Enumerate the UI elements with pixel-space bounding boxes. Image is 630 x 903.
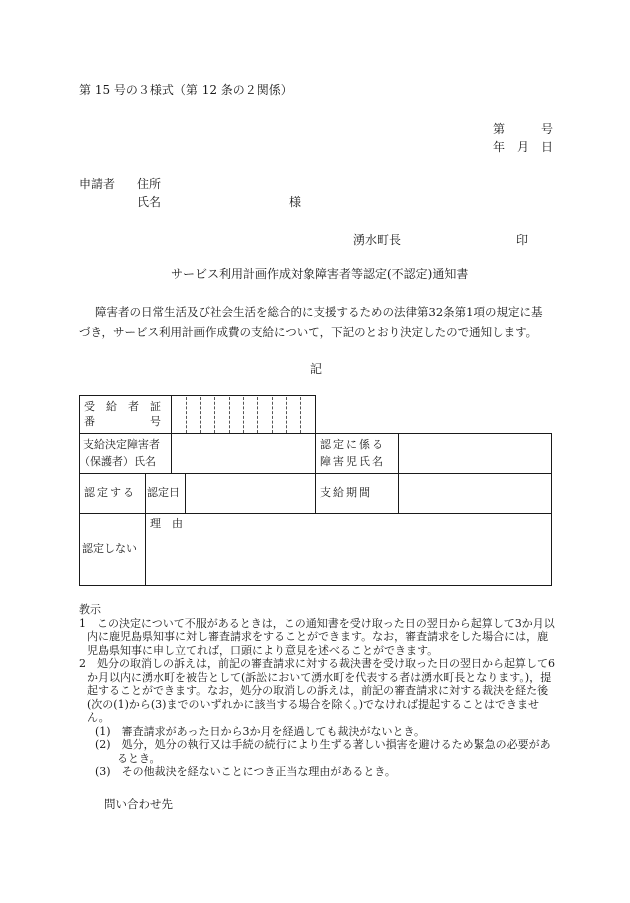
child-name-label-2: 障害児氏名 <box>320 455 385 468</box>
child-name-label-1: 認定に係る <box>320 438 385 451</box>
period-label: 支給期間 <box>320 486 372 499</box>
contact-label: 問い合わせ先 <box>104 797 173 811</box>
seal-mark: 印 <box>516 233 529 247</box>
instruction-item-2: 2 処分の取消しの訴えは，前記の審査請求に対する裁決書を受け取った日の翌日から起算して6か月以内に湧水町を被告として(訴訟において湧水町を代表する者は湧水町長となります。)，提起することができます。なお，処分の取消しの訴えは，前記の審査請求に対する裁決を経た後(次の(1)から(3)までのいずれかに該当する場合を除く。)でなければ提起することはできません。 <box>79 657 555 724</box>
instructions-heading: 教示 <box>79 603 101 616</box>
form-number: 第 15 号の３様式（第 12 条の２関係） <box>79 83 293 97</box>
instruction-sub-2: (2) 処分，処分の執行又は手続の続行により生ずる著しい損害を避けるため緊急の必要があるとき。 <box>95 738 551 765</box>
body-text-line-1: 障害者の日常生活及び社会生活を総合的に支援するための法律第32条第1項の規定に基 <box>95 305 543 319</box>
honorific: 様 <box>289 195 302 209</box>
cert-number-label-1: 受 給 者 証 <box>84 400 161 413</box>
cert-number-label-2: 番 号 <box>84 415 161 428</box>
body-text-line-2: づき，サービス利用計画作成費の支給について，下記のとおり決定したので通知します。 <box>79 325 538 339</box>
certify-label: 認定する <box>84 486 136 499</box>
document-number-label: 第 号 <box>493 122 554 136</box>
instruction-sub-3: (3) その他裁決を経ないことにつき正当な理由があるとき。 <box>95 765 396 778</box>
name-label: 氏名 <box>137 195 162 209</box>
decided-person-label-1: 支給決定障害者 <box>83 438 160 451</box>
issuer-name: 湧水町長 <box>353 233 402 247</box>
address-label: 住所 <box>137 177 162 191</box>
instruction-item-1: 1 この決定について不服があるときは，この通知書を受け取った日の翌日から起算して3か月以内に鹿児島県知事に対し審査請求をすることができます。なお，審査請求をした場合には，鹿児島県知事に申し立てれば，口頭により意見を述べることができます。 <box>79 616 555 657</box>
cert-date-label: 認定日 <box>147 486 180 499</box>
reason-label: 理 由 <box>150 517 183 530</box>
document-title: サービス利用計画作成対象障害者等認定(不認定)通知書 <box>171 267 469 281</box>
applicant-label: 申請者 <box>79 177 116 191</box>
instructions <box>79 603 559 779</box>
not-certify-label: 認定しない <box>82 542 137 555</box>
decided-person-label-2: （保護者）氏名 <box>79 455 156 468</box>
instruction-sub-1: (1) 審査請求があった日から3か月を経過しても裁決がないとき。 <box>95 724 426 738</box>
ki-mark: 記 <box>310 362 323 376</box>
date-label: 年 月 日 <box>493 140 554 154</box>
